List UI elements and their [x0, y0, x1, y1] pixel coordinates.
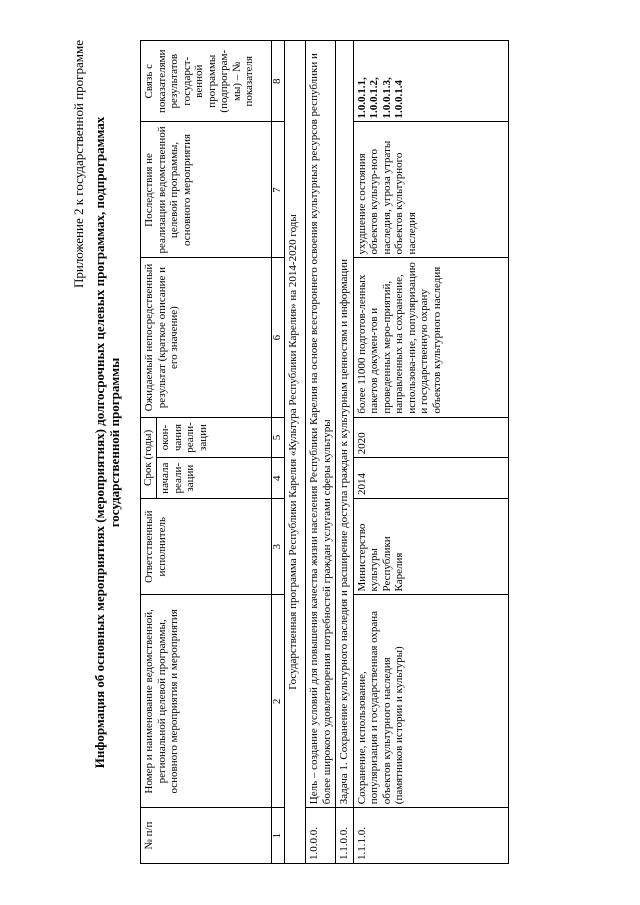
task-text: Задача 1. Сохранение культурного наследия и расширение доступа граждан к культурным ценностям и информации — [336, 41, 354, 808]
header-result: Ожидаемый непосредственный результат (краткое описание и его значение) — [141, 258, 272, 417]
header-executor: Ответственный исполнитель — [141, 499, 272, 595]
header-num: № п/п — [141, 808, 272, 864]
column-number: 7 — [272, 122, 285, 258]
column-number: 4 — [272, 458, 285, 499]
goal-text: Цель – создание условий для повышения качества жизни населения Республики Карелия на основе всестороннего освоения культурных ресурсов республики и более широкого удовлетворения потребностей граждан услугами сферы культуры — [306, 41, 336, 808]
title-line-1: Информация об основных мероприятиях (мероприятиях) долгосрочных целевых программах, подпрограммах — [92, 116, 107, 769]
header-name: Номер и наименование ведомственной, региональной целевой программы, основного мероприятия и мероприятия — [141, 595, 272, 808]
indicator-link: 1.0.0.1.4 — [393, 79, 405, 119]
task-num: 1.1.0.0. — [336, 808, 354, 864]
task-row — [336, 41, 354, 864]
column-number: 3 — [272, 499, 285, 595]
goal-num: 1.0.0.0. — [306, 808, 336, 864]
document-title — [92, 90, 122, 795]
program-row — [285, 41, 306, 864]
column-numbers-row — [272, 41, 285, 864]
header-end: окон-чания реали-зации — [157, 417, 272, 458]
header-row — [141, 41, 157, 864]
column-number: 6 — [272, 258, 285, 417]
column-number: 5 — [272, 417, 285, 458]
header-consequences: Последствия не реализации ведомственной целевой программы, основного мероприятия — [141, 122, 272, 258]
indicator-link: 1.0.0.1.2, — [368, 77, 380, 119]
header-term: Срок (годы) — [141, 417, 157, 498]
title-line-2: государственной программы — [107, 357, 122, 528]
header-link: Связь с показателями результатов государст-венной программы (подпрограм-мы) – № показателя — [141, 41, 272, 122]
column-number: 1 — [272, 808, 285, 864]
program-title: Государственная программа Республики Карелия «Культура Республики Карелия» на 2014-2020 годы — [285, 41, 306, 864]
row-start: 2014 — [353, 458, 508, 499]
goal-row — [306, 41, 336, 864]
row-consequences: ухудшение состояния объектов культур-ного наследия, угроза утраты объектов культурного наследия — [353, 122, 508, 258]
row-end: 2020 — [353, 417, 508, 458]
appendix-caption: Приложение 2 к государственной программе — [71, 40, 86, 289]
row-name: Сохранение, использование, популяризация и государственная охрана объектов культурного наследия (памятников истории и культуры) — [353, 595, 508, 808]
row-num: 1.1.1.0. — [353, 808, 508, 864]
indicator-link: 1.0.0.1.1, — [355, 77, 368, 119]
column-number: 8 — [272, 41, 285, 122]
header-start: начала реали-зации — [157, 458, 272, 499]
column-number: 2 — [272, 595, 285, 808]
row-result: более 11000 подготов-ленных пакетов докумен-тов и проведенных меро-приятий, направленных на сохранение, использова-ние, популяризацию и государственную охрану объектов культурного наследия — [353, 258, 508, 417]
measures-table — [140, 40, 509, 864]
table-row — [353, 41, 508, 864]
row-executor: Министерство культуры Республики Карелия — [353, 499, 508, 595]
indicator-link: 1.0.0.1.3, — [380, 77, 393, 119]
row-links — [353, 41, 508, 122]
